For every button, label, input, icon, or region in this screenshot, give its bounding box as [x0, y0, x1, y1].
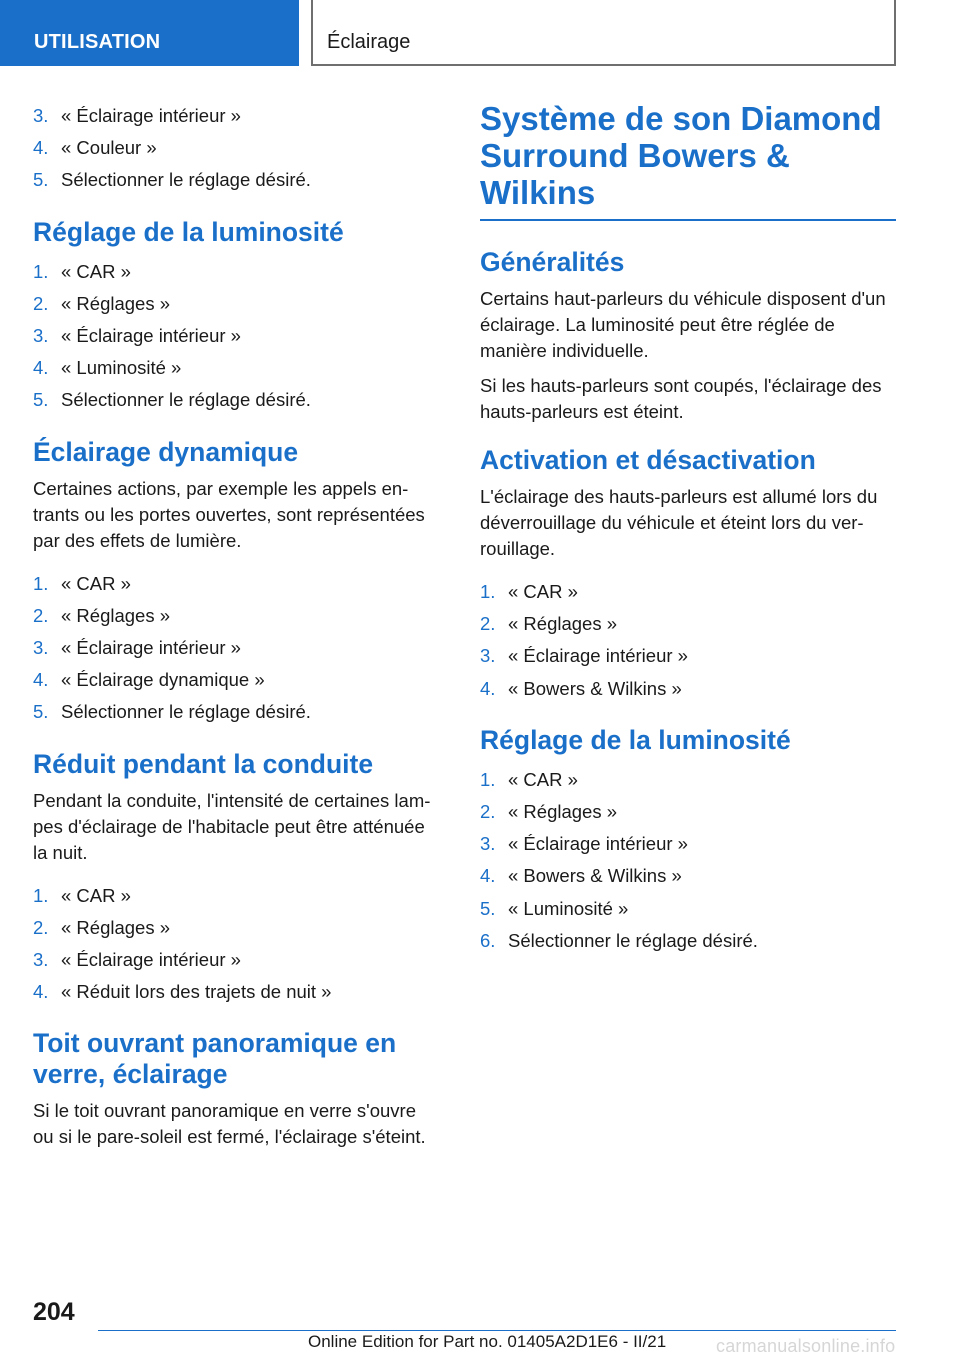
- step-text: « Éclairage dynamique »: [61, 669, 265, 691]
- step-number: 2.: [480, 613, 496, 635]
- step-number: 1.: [33, 260, 49, 282]
- step-number: 2.: [480, 801, 496, 823]
- step-text: « Réglages »: [61, 916, 171, 938]
- topic-title: Éclairage: [311, 0, 896, 66]
- step-number: 4.: [33, 357, 49, 379]
- heading-toit-ouvrant: Toit ouvrant panoramique en verre, éclairage: [33, 1028, 397, 1090]
- list-item: [480, 925, 896, 957]
- step-number: 1.: [33, 572, 49, 594]
- step-text: Sélectionner le réglage désiré.: [508, 929, 758, 951]
- paragraph-reduit: Pendant la conduite, l'intensité de certaines lam-pes d'éclairage de l'habitacle peut être atténuée la nuit.: [33, 789, 431, 863]
- step-number: 3.: [33, 637, 49, 659]
- list-item: [480, 764, 896, 796]
- list-item: [33, 132, 439, 164]
- step-text: « Éclairage intérieur »: [61, 325, 241, 347]
- list-item: [33, 100, 439, 132]
- step-text: « Luminosité »: [508, 897, 629, 919]
- step-list-luminosite: [33, 256, 439, 417]
- step-number: 4.: [480, 677, 496, 699]
- step-number: 3.: [480, 645, 496, 667]
- footer-divider: [98, 1330, 896, 1331]
- step-number: 2.: [33, 292, 49, 314]
- step-number: 5.: [480, 897, 496, 919]
- list-item: [33, 976, 439, 1008]
- step-number: 1.: [480, 768, 496, 790]
- step-text: « CAR »: [508, 581, 578, 602]
- step-number: 5.: [33, 701, 49, 723]
- list-item: [480, 860, 896, 892]
- step-text: « Couleur »: [61, 137, 157, 159]
- step-number: 4.: [33, 669, 49, 691]
- step-number: 4.: [33, 981, 49, 1003]
- heading-activation: Activation et désactivation: [480, 445, 816, 475]
- step-list-activation: [480, 576, 896, 705]
- list-item: [33, 568, 439, 600]
- heading-eclairage-dynamique: Éclairage dynamique: [33, 436, 299, 467]
- list-item: [33, 320, 439, 352]
- step-text: « Éclairage intérieur »: [61, 637, 241, 659]
- list-item: [33, 256, 439, 288]
- step-text: « Éclairage intérieur »: [508, 833, 688, 855]
- step-text: « Réglages »: [61, 292, 171, 314]
- step-text: « CAR »: [61, 260, 131, 282]
- heading-luminosite-right: Réglage de la luminosité: [480, 724, 791, 755]
- step-number: 5.: [33, 169, 49, 191]
- step-number: 4.: [480, 865, 496, 887]
- step-number: 1.: [33, 884, 49, 906]
- step-text: « CAR »: [61, 884, 131, 906]
- step-text: « Bowers & Wilkins »: [508, 865, 682, 887]
- step-number: 2.: [33, 916, 49, 938]
- list-item: [480, 608, 896, 640]
- step-list-dynamique: [33, 568, 439, 729]
- list-item: [33, 944, 439, 976]
- step-number: 3.: [33, 325, 49, 347]
- step-number: 3.: [33, 105, 49, 126]
- list-item: [33, 164, 439, 196]
- list-item: [33, 912, 439, 944]
- list-item: [480, 893, 896, 925]
- right-column: [480, 100, 896, 957]
- step-text: « Réglages »: [508, 613, 618, 635]
- step-text: Sélectionner le réglage désiré.: [61, 169, 311, 191]
- left-column: [33, 100, 439, 1150]
- step-number: 5.: [33, 389, 49, 411]
- step-list-intro: [33, 100, 439, 197]
- step-number: 4.: [33, 137, 49, 159]
- paragraph-activation: L'éclairage des hauts-parleurs est allumé lors du déverrouillage du véhicule et éteint lors du ver-rouillage.: [480, 486, 878, 559]
- edition-note: Online Edition for Part no. 01405A2D1E6 - II/21: [308, 1332, 667, 1351]
- list-item: [480, 673, 896, 705]
- list-item: [33, 384, 439, 416]
- paragraph-toit: Si le toit ouvrant panoramique en verre s'ouvre ou si le pare-soleil est fermé, l'éclairage s'éteint.: [33, 1100, 426, 1148]
- step-text: Sélectionner le réglage désiré.: [61, 389, 311, 411]
- list-item: [480, 796, 896, 828]
- step-text: « Réduit lors des trajets de nuit »: [61, 981, 332, 1003]
- list-item: [480, 576, 896, 608]
- step-number: 3.: [480, 833, 496, 855]
- step-number: 3.: [33, 949, 49, 971]
- paragraph-generalites-2: Si les hauts-parleurs sont coupés, l'éclairage des hauts-parleurs est éteint.: [480, 375, 882, 422]
- step-list-reduit: [33, 880, 439, 1009]
- step-list-luminosite-right: [480, 764, 896, 957]
- step-number: 2.: [33, 604, 49, 626]
- page-number: 204: [33, 1298, 75, 1326]
- list-item: [33, 880, 439, 912]
- step-text: Sélectionner le réglage désiré.: [61, 701, 311, 723]
- list-item: [33, 288, 439, 320]
- list-item: [33, 632, 439, 664]
- step-text: « Luminosité »: [61, 357, 182, 379]
- step-text: « Éclairage intérieur »: [508, 645, 688, 667]
- list-item: [33, 696, 439, 728]
- list-item: [480, 828, 896, 860]
- step-number: 1.: [480, 581, 496, 602]
- paragraph-dynamique: Certaines actions, par exemple les appels en-trants ou les portes ouvertes, sont représentées par des effets de lumière.: [33, 477, 425, 551]
- heading-generalites: Généralités: [480, 247, 625, 277]
- main-section-title: Système de son Diamond Surround Bowers & Wilkins: [480, 100, 896, 221]
- step-text: « Bowers & Wilkins »: [508, 677, 682, 699]
- step-text: « Éclairage intérieur »: [61, 949, 241, 971]
- heading-luminosite: Réglage de la luminosité: [33, 216, 344, 247]
- step-text: « Réglages »: [61, 604, 171, 626]
- paragraph-generalites-1: Certains haut-parleurs du véhicule disposent d'un éclairage. La luminosité peut être réglée de manière individuelle.: [480, 288, 886, 361]
- list-item: [33, 664, 439, 696]
- list-item: [33, 600, 439, 632]
- list-item: [480, 640, 896, 672]
- step-text: « CAR »: [61, 572, 131, 594]
- heading-reduit: Réduit pendant la conduite: [33, 748, 374, 779]
- step-text: « CAR »: [508, 768, 578, 790]
- watermark: carmanualsonline.info: [716, 1336, 896, 1356]
- list-item: [33, 352, 439, 384]
- step-text: « Éclairage intérieur »: [61, 105, 241, 126]
- step-number: 6.: [480, 929, 496, 951]
- step-text: « Réglages »: [508, 801, 618, 823]
- section-tab: UTILISATION: [0, 0, 299, 66]
